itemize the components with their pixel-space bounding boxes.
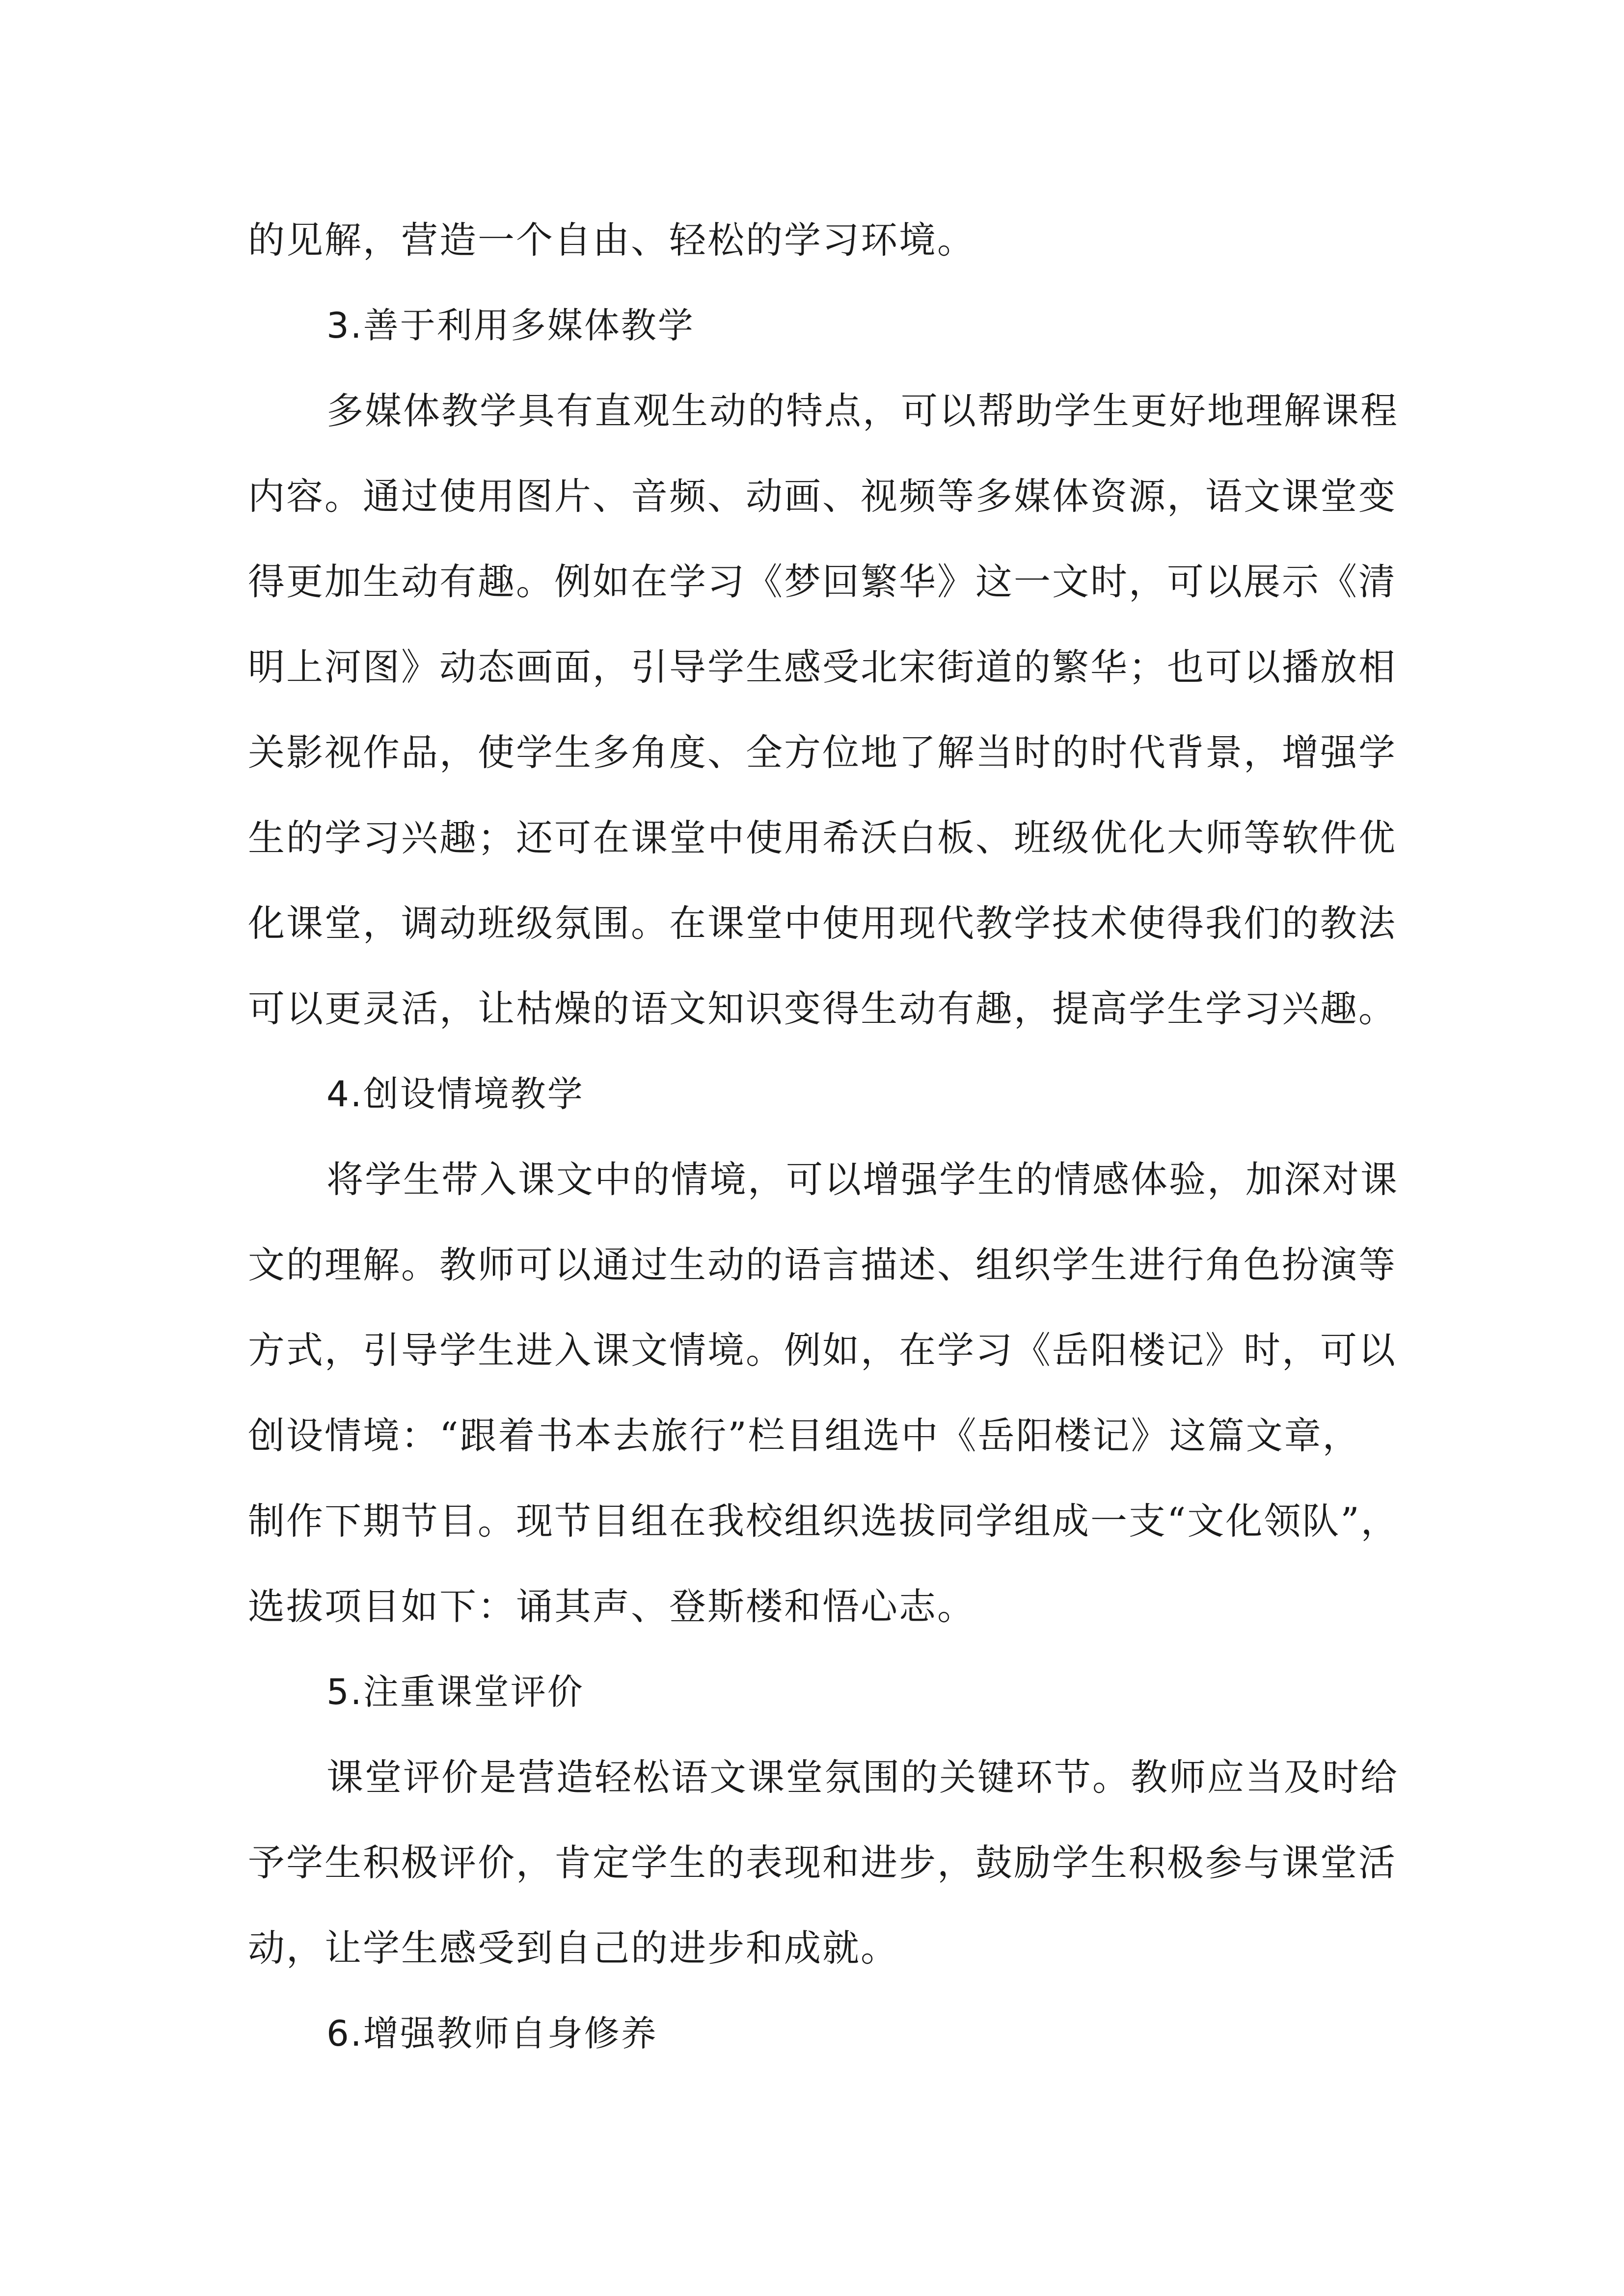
paragraph-line: 方式，引导学生进入课文情境。例如，在学习《岳阳楼记》时，可以 [248, 1329, 1397, 1372]
paragraph-line: 选拔项目如下：诵其声、登斯楼和悟心志。 [248, 1585, 976, 1628]
paragraph-line: 内容。通过使用图片、音频、动画、视频等多媒体资源，语文课堂变 [248, 475, 1397, 518]
paragraph-line: 予学生积极评价，肯定学生的表现和进步，鼓励学生积极参与课堂活 [248, 1841, 1397, 1884]
paragraph-continuation-line: 的见解，营造一个自由、轻松的学习环境。 [248, 218, 976, 262]
paragraph-line: 多媒体教学具有直观生动的特点，可以帮助学生更好地理解课程 [326, 389, 1399, 432]
section-heading-self-cultivation: 6.增强教师自身修养 [326, 2013, 658, 2054]
section-heading-multimedia: 3.善于利用多媒体教学 [326, 305, 695, 346]
paragraph-line: 化课堂，调动班级氛围。在课堂中使用现代教学技术使得我们的教法 [248, 902, 1397, 945]
paragraph-line: 创设情境：“跟着书本去旅行”栏目组选中《岳阳楼记》这篇文章， [248, 1414, 1361, 1457]
paragraph-line: 文的理解。教师可以通过生动的语言描述、组织学生进行角色扮演等 [248, 1243, 1397, 1286]
paragraph-line: 可以更灵活，让枯燥的语文知识变得生动有趣，提高学生学习兴趣。 [248, 987, 1397, 1030]
paragraph-line: 关影视作品，使学生多角度、全方位地了解当时的时代背景，增强学 [248, 731, 1397, 774]
section-heading-evaluation: 5.注重课堂评价 [326, 1671, 584, 1712]
paragraph-line: 得更加生动有趣。例如在学习《梦回繁华》这一文时，可以展示《清 [248, 560, 1397, 603]
paragraph-line: 将学生带入课文中的情境，可以增强学生的情感体验，加深对课 [326, 1158, 1399, 1201]
paragraph-line: 明上河图》动态画面，引导学生感受北宋街道的繁华；也可以播放相 [248, 645, 1397, 689]
paragraph-line: 制作下期节目。现节目组在我校组织选拔同学组成一支“文化领队”， [248, 1499, 1399, 1543]
paragraph-line: 动，让学生感受到自己的进步和成就。 [248, 1926, 899, 1970]
paragraph-line: 课堂评价是营造轻松语文课堂氛围的关键环节。教师应当及时给 [326, 1756, 1399, 1799]
paragraph-line: 生的学习兴趣；还可在课堂中使用希沃白板、班级优化大师等软件优 [248, 816, 1397, 859]
section-heading-situational: 4.创设情境教学 [326, 1073, 584, 1115]
document-body [248, 197, 1399, 2076]
